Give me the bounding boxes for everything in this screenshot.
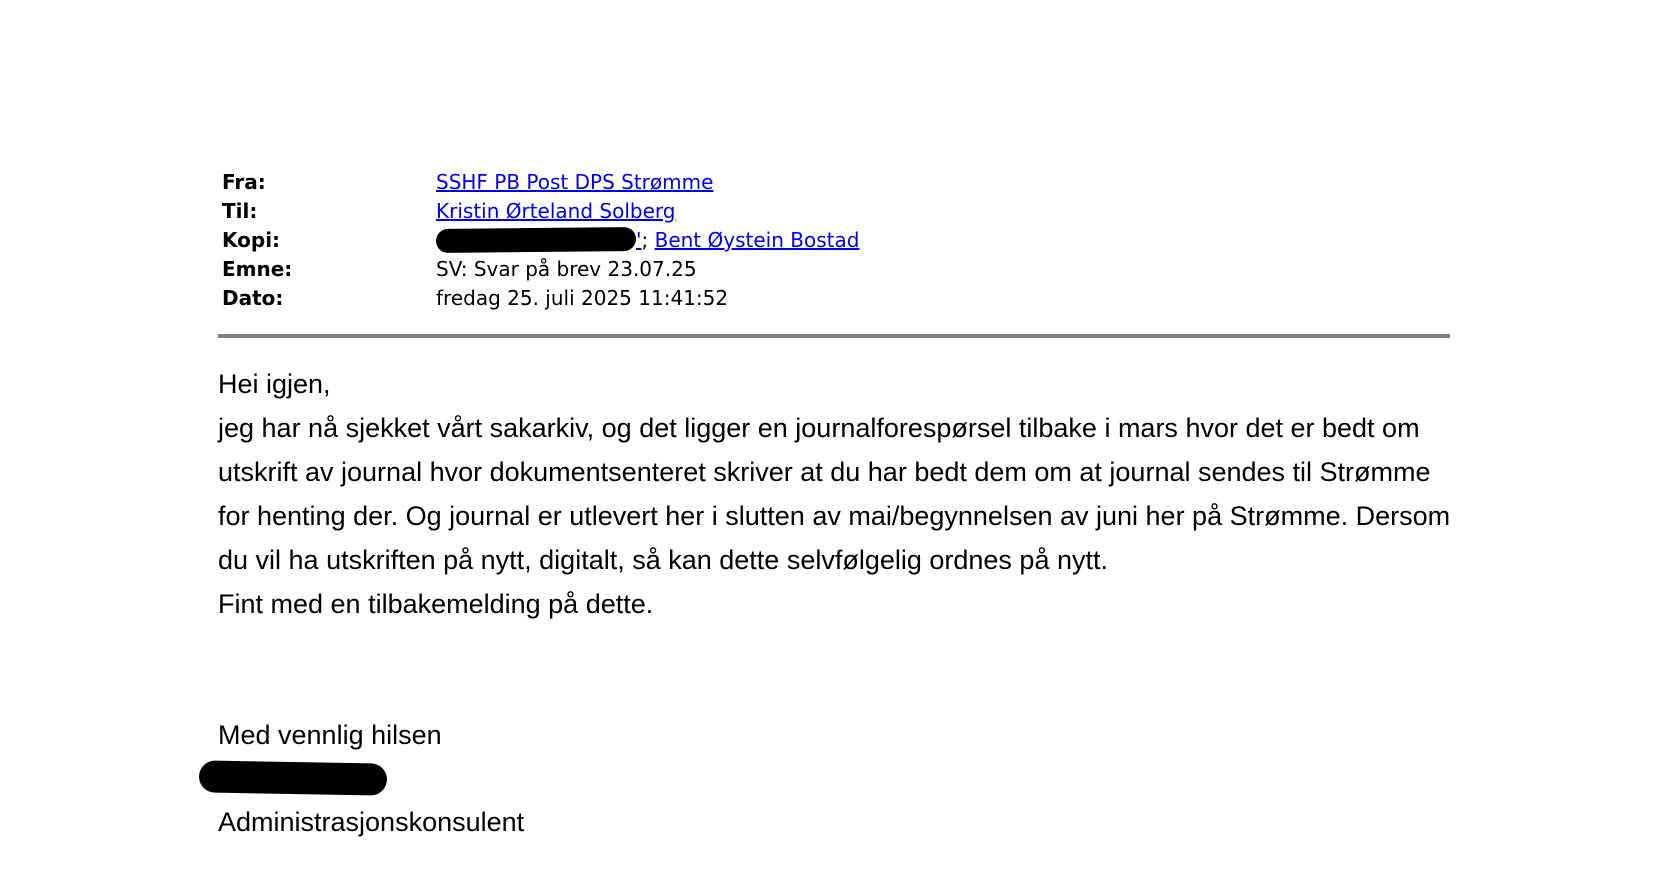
to-label: Til: bbox=[222, 199, 258, 223]
body-paragraph: jeg har nå sjekket vårt sakarkiv, og det ligger en journalforespørsel tilbake i mars hvor det er bedt om utskrift av journal hvor dokumentsenteret skriver at du har bedt dem om at journal sendes til Strømme for henting der. Og journal er utlevert her i slutten av mai/begynnelsen av juni her på Strømme. Dersom du vil ha utskriften på nytt, digitalt, så kan dette selvfølgelig ordnes på nytt. bbox=[218, 413, 1451, 575]
subject-row bbox=[222, 255, 1452, 284]
from-label: Fra: bbox=[222, 170, 266, 194]
from-value bbox=[436, 168, 713, 197]
cc-value bbox=[436, 226, 859, 255]
cc-redaction bbox=[436, 226, 636, 252]
cc-link[interactable]: Bent Øystein Bostad bbox=[654, 228, 860, 252]
cc-separator: ; bbox=[641, 228, 655, 252]
signature-closing: Med vennlig hilsen bbox=[218, 720, 442, 750]
from-row bbox=[222, 168, 1452, 197]
cc-link-redacted-tail[interactable]: ' bbox=[636, 228, 642, 252]
signature-name-redaction bbox=[199, 760, 388, 795]
email-body bbox=[218, 362, 1458, 626]
header-divider bbox=[218, 334, 1450, 338]
subject-value: SV: Svar på brev 23.07.25 bbox=[436, 257, 697, 281]
email-header bbox=[222, 168, 1452, 313]
signature-title: Administrasjonskonsulent bbox=[218, 807, 525, 837]
date-label: Dato: bbox=[222, 286, 284, 310]
to-row bbox=[222, 197, 1452, 226]
greeting: Hei igjen, bbox=[218, 369, 331, 399]
subject-label: Emne: bbox=[222, 257, 293, 281]
date-row bbox=[222, 284, 1452, 313]
cc-row bbox=[222, 226, 1452, 255]
from-link[interactable]: SSHF PB Post DPS Strømme bbox=[436, 170, 714, 194]
to-value bbox=[436, 197, 675, 226]
to-link[interactable]: Kristin Ørteland Solberg bbox=[436, 199, 676, 223]
closing-request: Fint med en tilbakemelding på dette. bbox=[218, 589, 654, 619]
date-value: fredag 25. juli 2025 11:41:52 bbox=[436, 286, 729, 310]
cc-label: Kopi: bbox=[222, 228, 281, 252]
